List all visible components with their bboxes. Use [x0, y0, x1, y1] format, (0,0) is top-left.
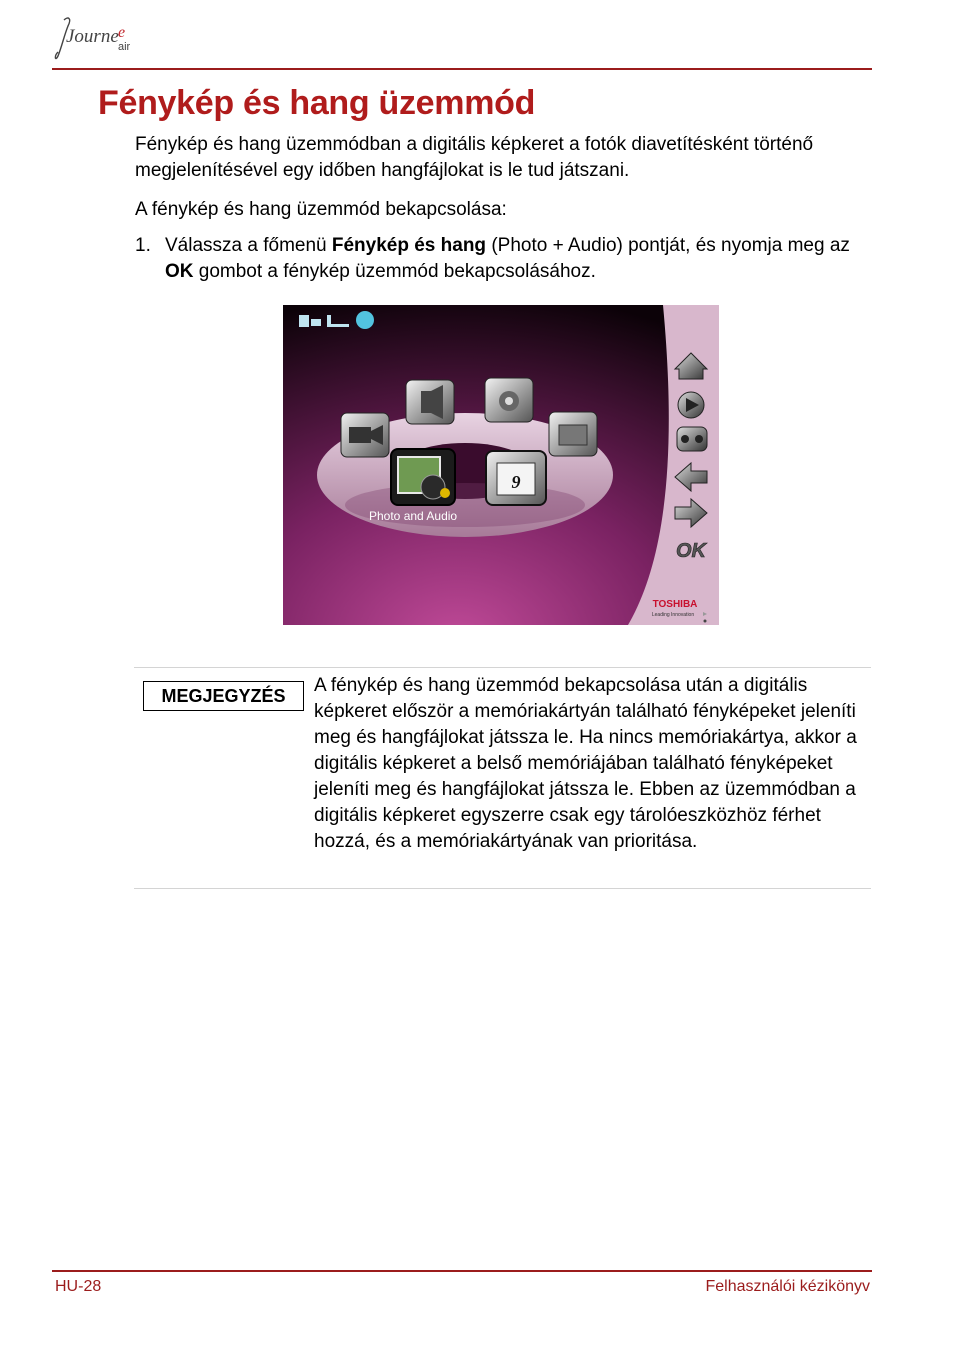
page-number: HU-28: [55, 1278, 102, 1295]
ok-nav-button[interactable]: OK: [676, 540, 706, 562]
note-top-rule: [134, 667, 871, 668]
photo-and-audio-menu-icon[interactable]: [391, 449, 455, 505]
manual-title: Felhasználói kézikönyv: [705, 1278, 870, 1295]
header-rule: [52, 68, 872, 70]
step-ok-key: OK: [165, 261, 194, 282]
step-number: 1.: [135, 235, 151, 256]
video-menu-icon[interactable]: [341, 413, 389, 457]
calendar-menu-icon[interactable]: [486, 451, 546, 505]
intro-paragraph: Fénykép és hang üzemmódban a digitális képkeret a fotók diavetítésként történő megjelenítésével egy időben hangfájlokat is le tud játszani.: [135, 134, 814, 181]
photo-menu-icon[interactable]: [549, 412, 597, 456]
settings-menu-icon[interactable]: [485, 378, 533, 422]
play-nav-icon[interactable]: [678, 392, 704, 418]
logo-wordmark: Journe: [66, 26, 119, 47]
menu-selection-label: Photo and Audio: [369, 509, 458, 523]
step-text: Válassza a főmenü Fénykép és hang (Photo + Audio) pontját, és nyomja meg az OK gombot a fénykép üzemmód bekapcsolásához.: [165, 235, 850, 282]
toshiba-tagline: Leading Innovation: [651, 612, 695, 618]
journe-air-logo: [52, 12, 152, 68]
music-menu-icon[interactable]: [406, 380, 454, 424]
volume-nav-icon[interactable]: [677, 427, 707, 451]
photo-frame-screenshot: [283, 305, 719, 625]
note-label: MEGJEGYZÉS: [143, 681, 304, 711]
logo-accent: e: [118, 24, 126, 41]
enable-paragraph: A fénykép és hang üzemmód bekapcsolása:: [135, 199, 507, 220]
page-title: Fénykép és hang üzemmód: [98, 84, 536, 122]
step-menu-item: Fénykép és hang: [331, 235, 487, 256]
note-bottom-rule: [134, 888, 871, 889]
note-text: A fénykép és hang üzemmód bekapcsolása után a digitális képkeret először a memóriakártyán található fényképeket jeleníti meg és hangfájlokat játssza le. Ha nincs memóriakártya, akkor a digitális képkeret a belső memóriájában található fényképeket jeleníti meg és hangfájlokat játssza le. Ebben az üzemmódban a digitális képkeret egyszerre csak egy tárolóeszközhöz férhet hozzá, és a memóriakártyának van prioritása.: [314, 675, 857, 852]
calendar-day: 9: [511, 472, 521, 492]
logo-sub: air: [118, 41, 131, 53]
footer-rule: [52, 1270, 872, 1272]
toshiba-logo: TOSHIBA: [652, 599, 698, 610]
